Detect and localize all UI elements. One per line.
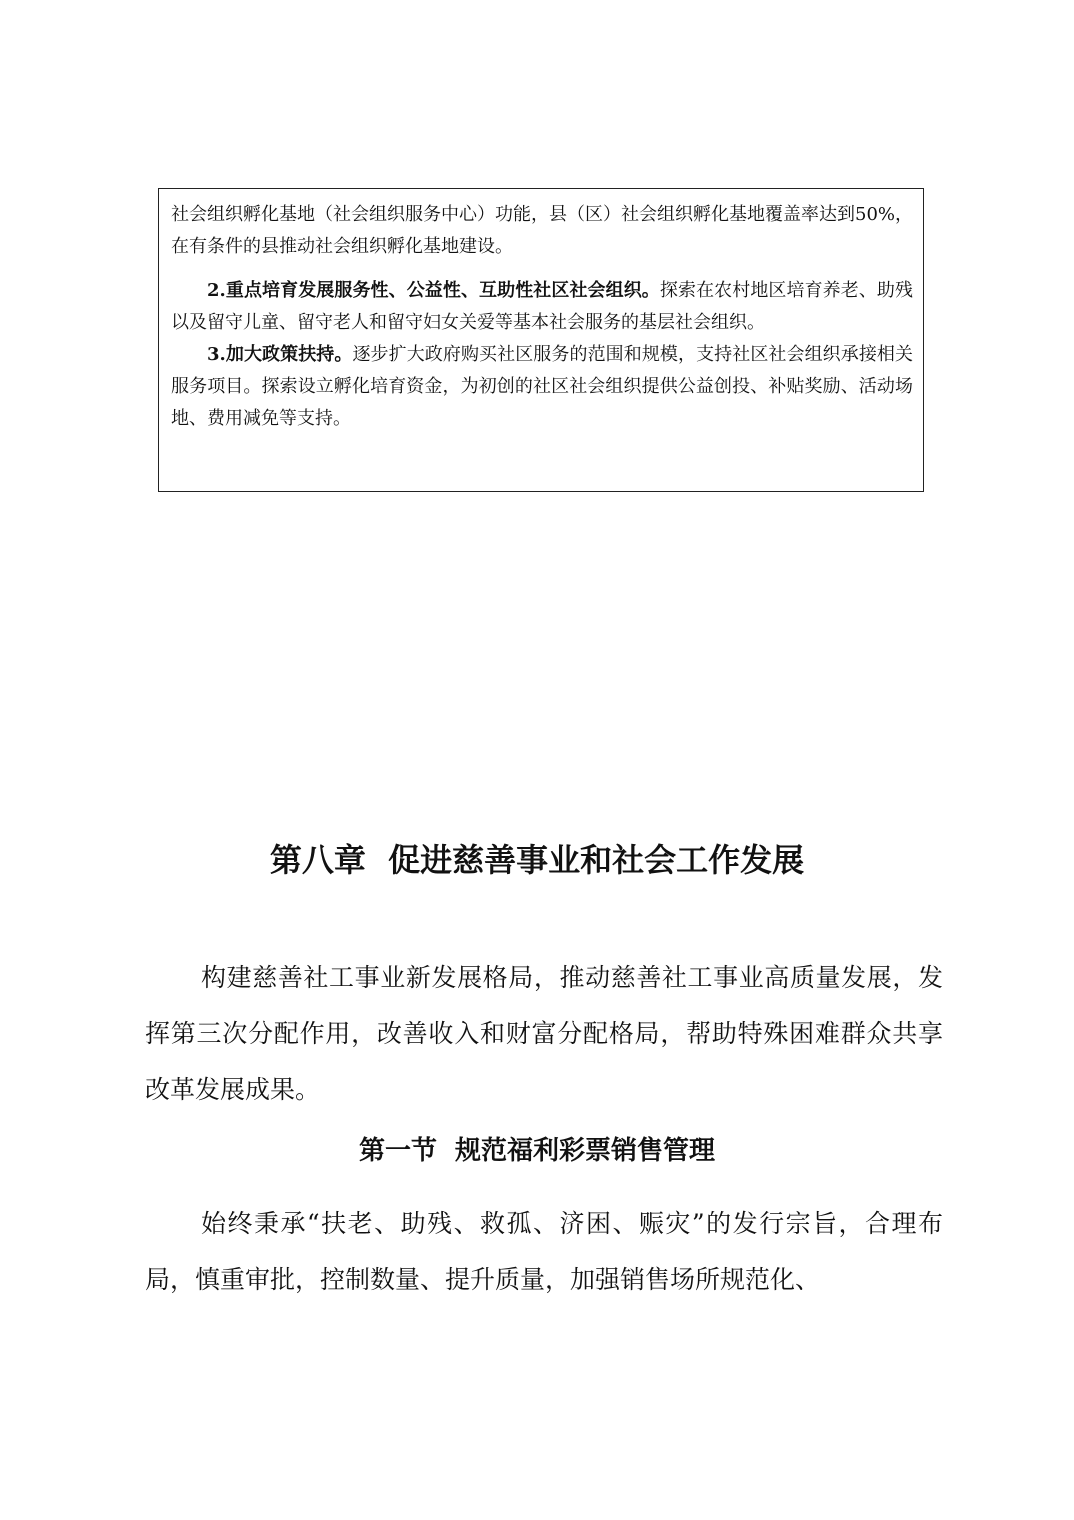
text-box: [158, 188, 924, 492]
box-item-2-lead: 2.重点培育发展服务性、公益性、互助性社区社会组织。: [207, 280, 660, 301]
section-title: 第一节 规范福利彩票销售管理: [358, 1136, 716, 1166]
chapter-title: 第八章 促进慈善事业和社会工作发展: [269, 841, 805, 879]
box-paragraph-1: 社会组织孵化基地（社会组织服务中心）功能，县（区）社会组织孵化基地覆盖率达到50%，在有条件的县推动社会组织孵化基地建设。: [171, 204, 914, 257]
box-item-2: [171, 275, 913, 339]
box-item-3-lead: 3.加大政策扶持。: [207, 344, 353, 365]
box-item-3: [171, 339, 913, 435]
box-item-2-body: 探索在农村地区培育养老、助残以及留守儿童、留守老人和留守妇女关爱等基本社会服务的基层社会组织。: [171, 280, 914, 333]
section-paragraph: 始终秉承“扶老、助残、救孤、济困、赈灾”的发行宗旨，合理布局，慎重审批，控制数量、提升质量，加强销售场所规范化、: [145, 1209, 943, 1294]
chapter-intro-paragraph: 构建慈善社工事业新发展格局，推动慈善社工事业高质量发展，发挥第三次分配作用，改善收入和财富分配格局，帮助特殊困难群众共享改革发展成果。: [145, 963, 943, 1104]
box-item-3-body: 逐步扩大政府购买社区服务的范围和规模，支持社区社会组织承接相关服务项目。探索设立孵化培育资金，为初创的社区社会组织提供公益创投、补贴奖励、活动场地、费用减免等支持。: [171, 344, 913, 429]
